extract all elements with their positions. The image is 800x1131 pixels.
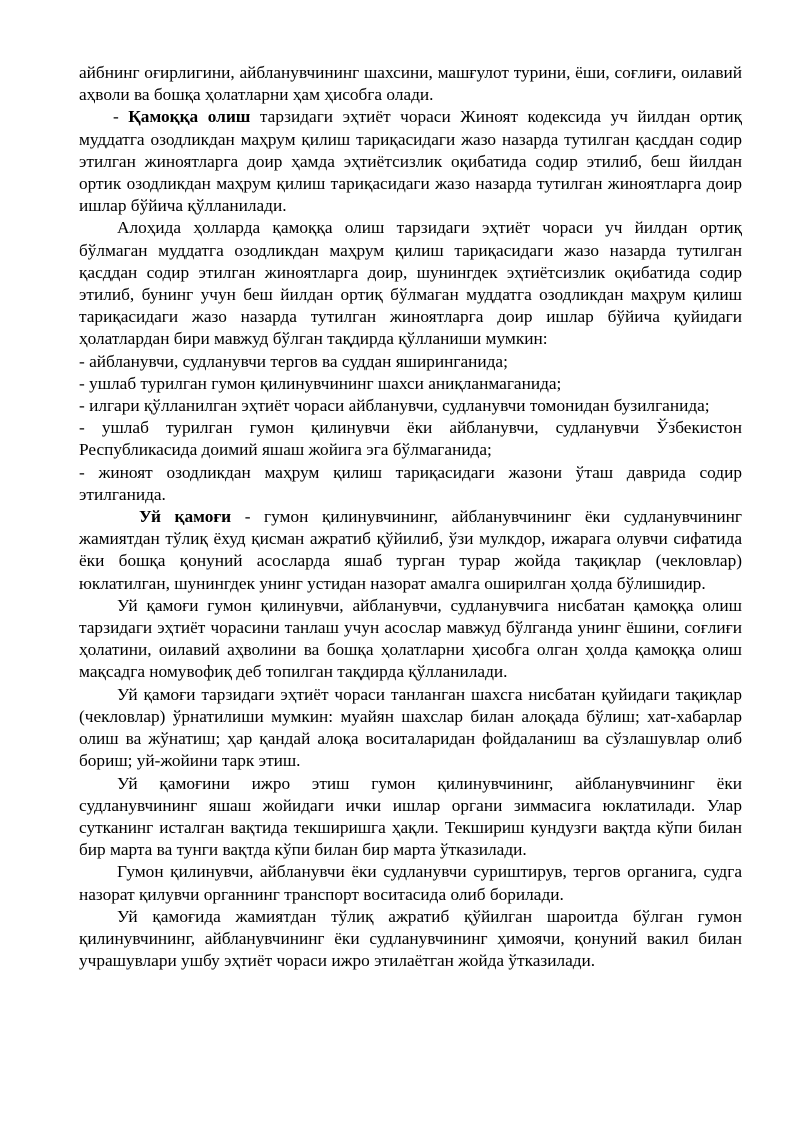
list-item-text: - жиноят озодликдан маҳрум қилиш тариқасидаги жазони ўташ даврида содир этилганида. — [79, 462, 742, 504]
paragraph-exceptional-cases — [79, 217, 742, 350]
paragraph-text: Гумон қилинувчи, айбланувчи ёки судланувчи суриштирув, тергов органига, судга назорат қилувчи органнинг транспорт воситасида олиб борилади. — [79, 862, 742, 904]
paragraph-text: тарзидаги эҳтиёт чораси Жиноят кодексида уч йилдан ортиқ муддатга озодликдан маҳрум қилиш тариқасидаги жазо назарда тутилган қасддан содир этилган жиноятларга доир ҳамда эҳтиётсизлик оқибатида содир этилиб, беш йилдан ортик озодликдан маҳрум қилиш тариқасидаги жазо назарда тутилган жиноятларга доир ишлар бўйича қўлланилади. — [79, 107, 742, 216]
document-page — [79, 62, 742, 972]
paragraph-text: Уй қамоғи гумон қилинувчи, айбланувчи, судланувчига нисбатан қамоққа олиш тарзидаги эҳтиёт чорасини танлаш учун асослар мавжуд бўлганда унинг ёшини, соғлиғи ҳолатини, оилавий аҳволини ва бошқа ҳолатларни ҳисобга олган ҳолда қамоққа олиш мақсадга номувофиқ деб топилган тақдирда қўлланилади. — [79, 595, 742, 682]
list-item — [79, 373, 742, 395]
list-item-text: - ушлаб турилган гумон қилинувчи ёки айбланувчи, судланувчи Ўзбекистон Республикасида доимий яшаш жойига эга бўлмаганида; — [79, 418, 742, 460]
list-item-text: - илгари қўлланилган эҳтиёт чораси айбланувчи, судланувчи томонидан бузилганида; — [79, 396, 710, 416]
paragraph-house-arrest-transport — [79, 861, 742, 905]
paragraph-house-arrest-restrictions — [79, 684, 742, 773]
list-item-text: - айбланувчи, судланувчи тергов ва суддан яширинганида; — [79, 351, 508, 371]
paragraph-text: Уй қамоғида жамиятдан тўлиқ ажратиб қўйилган шароитда бўлган гумон қилинувчининг, айбланувчининг ёки судланувчининг ҳимоячи, қонуний вакил билан учрашувлари ушбу эҳтиёт чораси ижро этилаётган жойда ўтказилади. — [79, 906, 742, 971]
paragraph-text: Уй қамоғини ижро этиш гумон қилинувчининг, айбланувчининг ёки судланувчининг яшаш жойидаги ички ишлар органи зиммасига юклатилади. Улар сутканинг исталган вақтида текширишга ҳақли. Текшириш кундузги вақтда кўпи билан бир марта ва тунги вақтда кўпи билан бир марта ўтказилади. — [79, 773, 742, 860]
list-item — [79, 417, 742, 461]
list-item — [79, 351, 742, 373]
paragraph-house-arrest-enforcement — [79, 773, 742, 862]
list-dash: - — [113, 107, 129, 127]
list-item — [79, 395, 742, 417]
paragraph-house-arrest-application — [79, 595, 742, 684]
paragraph-text: Алоҳида ҳолларда қамоққа олиш тарзидаги эҳтиёт чораси уч йилдан ортиқ бўлмаган муддатга озодликдан маҳрум қилиш тариқасидаги жазо назарда тутилган қасддан содир этилган жиноятларга доир, шунингдек эҳтиётсизлик оқибатида содир этилиб, бунинг учун беш йилдан ортиқ бўлмаган муддатга озодликдан маҳрум қилиш тариқасидаги жазо назарда тутилган жиноятларга доир ишлар бўйича қуйидаги ҳолатлардан бири мавжуд бўлган тақдирда қўлланиши мумкин: — [79, 218, 742, 349]
paragraph-intro-continuation — [79, 62, 742, 106]
paragraph-text: Уй қамоғи тарзидаги эҳтиёт чораси танланган шахсга нисбатан қуйидаги тақиқлар (чекловлар) ўрнатилиши мумкин: муайян шахслар билан алоқада бўлиш; хат-хабарлар олиш ва жўнатиш; ҳар қандай алоқа воситаларидан фойдаланиш ва сўзлашувлар олиб бориш; уй-жойини тарк этиш. — [79, 684, 742, 771]
paragraph-text: - гумон қилинувчининг, айбланувчининг ёки судланувчининг жамиятдан тўлиқ ёхуд қисман ажратиб қўйилиб, ўзи мулкдор, ижарага олувчи сифатида ёки бошқа қонуний асосларда яшаб турган турар жойда тақиқлар (чекловлар) юклатилган, шунингдек унинг устидан назорат амалга оширилган ҳолда бўлишидир. — [79, 507, 742, 593]
paragraph-detention — [79, 106, 742, 217]
term-house-arrest: Уй қамоғи — [139, 507, 232, 527]
list-item-text: - ушлаб турилган гумон қилинувчининг шахси аниқланмаганида; — [79, 373, 562, 393]
term-detention: Қамоққа олиш — [128, 107, 251, 127]
paragraph-text: айбнинг оғирлигини, айбланувчининг шахсини, машғулот турини, ёши, соғлиғи, оилавий аҳволи ва бошқа ҳолатларни ҳам ҳисобга олади. — [79, 63, 742, 105]
list-item — [79, 462, 742, 506]
paragraph-house-arrest-meetings — [79, 906, 742, 973]
paragraph-house-arrest — [79, 506, 742, 595]
